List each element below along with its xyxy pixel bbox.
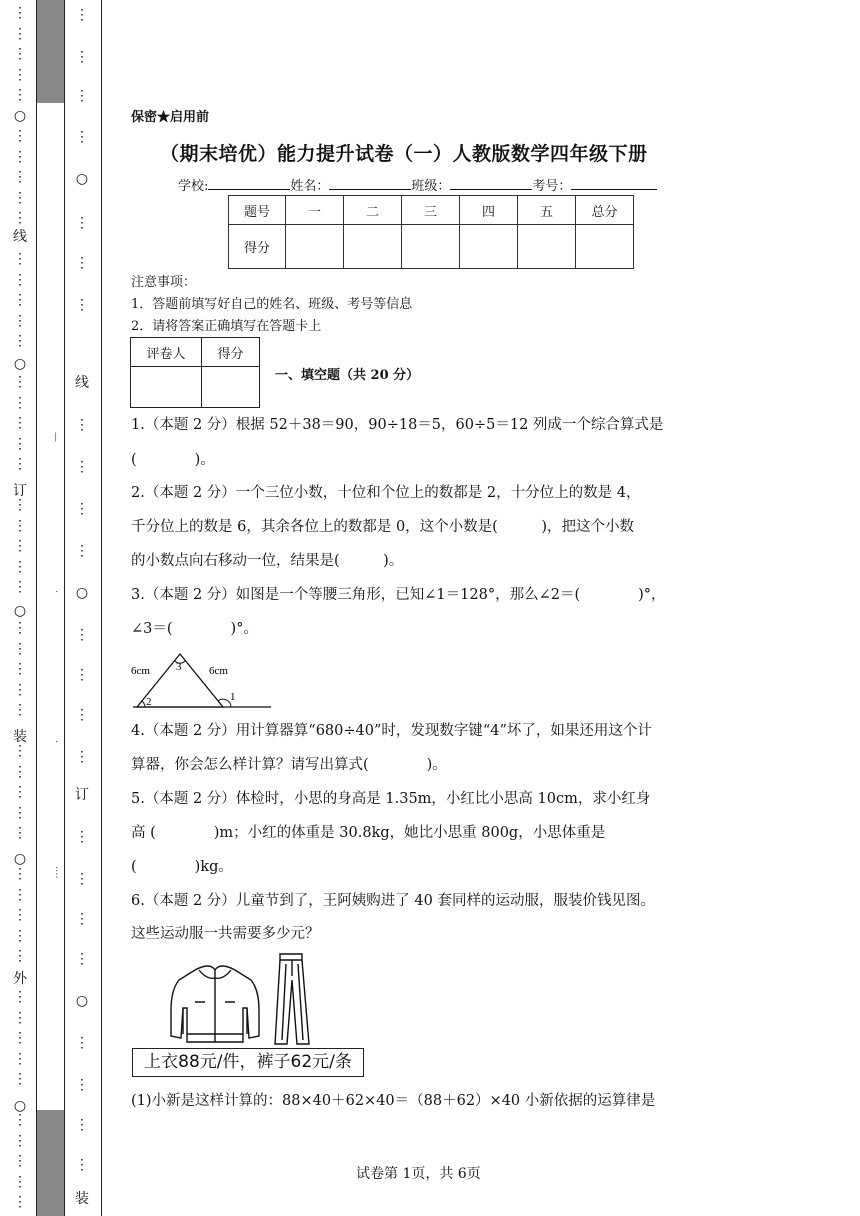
question-2-line-1: 2.（本题 2 分）一个三位小数，十位和个位上的数都是 2，十分位上的数是 4， [131, 485, 641, 501]
margin-dots: ⋮ [13, 395, 27, 411]
grader-cell[interactable] [202, 367, 260, 408]
page-footer: 试卷第 1页，共 6页 [356, 1166, 481, 1182]
question-5-line-2: 高 ( )m；小红的体重是 30.8kg，她比小思重 800g，小思体重是 [131, 825, 606, 841]
name-field[interactable] [329, 177, 411, 190]
margin-dots: ⋮ [13, 190, 27, 206]
left-side-label: 6cm [131, 665, 150, 677]
margin-circle-icon: ○ [13, 851, 27, 867]
question-4-line-1: 4.（本题 2 分）用计算器算“680÷40”时，发现数字键“4”坏了，如果还用这个计 [131, 723, 652, 739]
margin-mark: 线 [75, 375, 89, 391]
margin-dots: ⋮ [75, 749, 89, 765]
margin-dots: ⋮ [13, 456, 27, 472]
margin-dots: ⋮ [13, 661, 27, 677]
score-cell[interactable] [460, 225, 518, 269]
margin-dots: ⋮ [13, 313, 27, 329]
margin-circle-icon: ○ [75, 171, 89, 187]
margin-dots: ⋮ [75, 501, 89, 517]
margin-mark: 外 [13, 971, 27, 987]
margin-dots: ⋮ [13, 682, 27, 698]
margin-dots: ⋮ [13, 538, 27, 554]
margin-dots: ⋮ [75, 215, 89, 231]
margin-mark: 订 [13, 483, 27, 499]
margin-dots: ⋮ [13, 149, 27, 165]
margin-mark: 线 [13, 229, 27, 245]
question-2-line-3: 的小数点向右移动一位，结果是( )。 [131, 553, 404, 569]
margin-line-left [36, 0, 37, 1216]
score-row-label: 得分 [229, 225, 286, 269]
margin-dots: ⋮ [75, 627, 89, 643]
note-item: 2．请将答案正确填写在答题卡上 [131, 319, 322, 334]
fill-dot: · [50, 740, 61, 744]
margin-dots: ⋮ [75, 911, 89, 927]
margin-dots: ⋮ [75, 7, 89, 23]
question-5-line-1: 5.（本题 2 分）体检时，小思的身高是 1.35m，小红比小思高 10cm，求小红身 [131, 791, 651, 807]
score-cell[interactable] [344, 225, 402, 269]
score-cell[interactable] [402, 225, 460, 269]
student-info-line [178, 175, 657, 194]
question-6-line-1: 6.（本题 2 分）儿童节到了，王阿姨购进了 40 套同样的运动服，服装价钱见图。 [131, 893, 655, 909]
margin-dots: ⋮ [13, 1153, 27, 1169]
exam-title: （期末培优）能力提升试卷（一）人教版数学四年级下册 [160, 143, 648, 165]
grader-header: 评卷人 [131, 338, 202, 367]
margin-line-right [101, 0, 102, 1216]
score-header-cell: 二 [344, 196, 402, 225]
outer-binding-strip [5, 0, 35, 1216]
margin-dots: ⋮ [13, 251, 27, 267]
margin-dots: ⋮ [13, 128, 27, 144]
grader-table [130, 337, 260, 408]
score-cell[interactable] [286, 225, 344, 269]
score-header-cell: 五 [518, 196, 576, 225]
margin-dots: ⋮ [13, 1010, 27, 1026]
margin-mark: 装 [75, 1191, 89, 1207]
margin-dots: ⋮ [13, 26, 27, 42]
margin-dots: ⋮ [13, 866, 27, 882]
margin-dots: ⋮ [75, 951, 89, 967]
school-label: 学校: [178, 179, 209, 194]
score-header-cell: 三 [402, 196, 460, 225]
margin-dots: ⋮ [13, 764, 27, 780]
margin-dots: ⋮ [13, 1194, 27, 1210]
notes-title: 注意事项： [131, 275, 197, 290]
question-6-sub-1: (1)小新是这样计算的：88×40＋62×40＝（88＋62）×40 小新依据的运算律是 [131, 1093, 656, 1109]
angle-1-label: 1 [230, 691, 236, 703]
margin-dots: ⋮ [13, 374, 27, 390]
clothes-figure [155, 950, 335, 1048]
margin-dots: ⋮ [13, 1174, 27, 1190]
margin-dots: ⋮ [13, 907, 27, 923]
margin-circle-icon: ○ [13, 356, 27, 372]
right-side-label: 6cm [209, 665, 228, 677]
margin-circle-icon: ○ [75, 993, 89, 1009]
score-cell[interactable] [576, 225, 634, 269]
question-5-line-3: ( )kg。 [131, 859, 233, 875]
fill-dot: · [50, 590, 61, 594]
margin-dots: ⋮ [13, 928, 27, 944]
grader-header: 得分 [202, 338, 260, 367]
angle-3-label: 3 [176, 661, 182, 673]
inner-binding-strip [64, 0, 100, 1216]
margin-dots: ⋮ [13, 518, 27, 534]
margin-dots: ⋮ [13, 620, 27, 636]
price-caption: 上衣88元/件，裤子62元/条 [132, 1048, 364, 1077]
margin-dots: ⋮ [75, 459, 89, 475]
margin-dots: ⋮ [13, 497, 27, 513]
margin-dots: ⋮ [75, 543, 89, 559]
margin-dots: ⋮ [13, 436, 27, 452]
margin-dots: ⋮ [75, 1157, 89, 1173]
margin-dots: ⋮ [13, 87, 27, 103]
margin-dots: ⋮ [13, 1071, 27, 1087]
section-title: 一、填空题（共 20 分） [275, 368, 420, 383]
margin-dots: ⋮ [13, 169, 27, 185]
fill-dash: — [50, 432, 61, 442]
class-field[interactable] [450, 177, 532, 190]
angle-2-arc [142, 701, 145, 707]
margin-dots: ⋮ [13, 702, 27, 718]
margin-dots: ⋮ [75, 297, 89, 313]
school-field[interactable] [208, 177, 290, 190]
margin-dots: ⋮ [13, 743, 27, 759]
exam-no-label: 考号： [532, 179, 572, 194]
score-header-cell: 总分 [576, 196, 634, 225]
question-1-line-2: ( )。 [131, 452, 215, 468]
margin-dots: ⋮ [75, 1077, 89, 1093]
question-3-line-1: 3.（本题 2 分）如图是一个等腰三角形，已知∠1＝128°，那么∠2＝( )°， [131, 587, 666, 603]
margin-mark: 订 [75, 787, 89, 803]
margin-dots: ⋮ [13, 559, 27, 575]
fill-dots: ···· [50, 866, 61, 879]
margin-dots: ⋮ [13, 579, 27, 595]
margin-circle-icon: ○ [75, 585, 89, 601]
name-label: 姓名： [290, 179, 330, 194]
margin-dots: ⋮ [13, 948, 27, 964]
margin-dots: ⋮ [75, 49, 89, 65]
notes-block [131, 272, 412, 338]
exam-no-field[interactable] [571, 177, 657, 190]
margin-dots: ⋮ [13, 805, 27, 821]
margin-dots: ⋮ [75, 667, 89, 683]
margin-dots: ⋮ [75, 871, 89, 887]
margin-dots: ⋮ [75, 88, 89, 104]
margin-dots: ⋮ [75, 255, 89, 271]
margin-dots: ⋮ [13, 415, 27, 431]
angle-2-label: 2 [146, 696, 152, 708]
isosceles-triangle-figure [129, 650, 275, 712]
margin-circle-icon: ○ [13, 603, 27, 619]
margin-dots: ⋮ [13, 641, 27, 657]
score-header-cell: 题号 [229, 196, 286, 225]
gray-band-top [37, 0, 64, 103]
question-1-line-1: 1.（本题 2 分）根据 52＋38＝90，90÷18＝5，60÷5＝12 列成一个综合算式是 [131, 417, 664, 433]
question-6-line-2: 这些运动服一共需要多少元？ [131, 926, 320, 942]
confidential-label: 保密★启用前 [131, 110, 210, 125]
margin-dots: ⋮ [13, 5, 27, 21]
margin-dots: ⋮ [13, 1051, 27, 1067]
margin-dots: ⋮ [75, 1117, 89, 1133]
margin-mark: 装 [13, 729, 27, 745]
margin-dots: ⋮ [75, 829, 89, 845]
margin-dots: ⋮ [75, 417, 89, 433]
score-cell[interactable] [518, 225, 576, 269]
jacket-icon [171, 966, 259, 1042]
question-2-line-2: 千分位上的数是 6，其余各位上的数都是 0，这个小数是( )，把这个小数 [131, 519, 634, 535]
margin-dots: ⋮ [75, 1035, 89, 1051]
question-3-line-2: ∠3＝( )°。 [131, 621, 258, 637]
margin-dots: ⋮ [13, 825, 27, 841]
margin-dots: ⋮ [13, 1030, 27, 1046]
score-header-cell: 四 [460, 196, 518, 225]
margin-dots: ⋮ [13, 1112, 27, 1128]
score-table [228, 195, 634, 269]
margin-dots: ⋮ [13, 784, 27, 800]
margin-dots: ⋮ [13, 887, 27, 903]
class-label: 班级： [411, 179, 451, 194]
grader-cell[interactable] [131, 367, 202, 408]
gray-band-bottom [37, 1110, 64, 1216]
question-4-line-2: 算器，你会怎么样计算？请写出算式( )。 [131, 757, 447, 773]
margin-dots: ⋮ [13, 292, 27, 308]
margin-dots: ⋮ [13, 46, 27, 62]
margin-dots: ⋮ [75, 129, 89, 145]
margin-dots: ⋮ [75, 707, 89, 723]
margin-dots: ⋮ [13, 989, 27, 1005]
margin-dots: ⋮ [13, 333, 27, 349]
margin-circle-icon: ○ [13, 1098, 27, 1114]
score-header-cell: 一 [286, 196, 344, 225]
note-item: 1．答题前填写好自己的姓名、班级、考号等信息 [131, 297, 413, 312]
margin-dots: ⋮ [13, 272, 27, 288]
margin-circle-icon: ○ [13, 108, 27, 124]
pants-icon [275, 954, 309, 1044]
margin-dots: ⋮ [13, 67, 27, 83]
margin-dots: ⋮ [13, 210, 27, 226]
margin-dots: ⋮ [13, 1133, 27, 1149]
